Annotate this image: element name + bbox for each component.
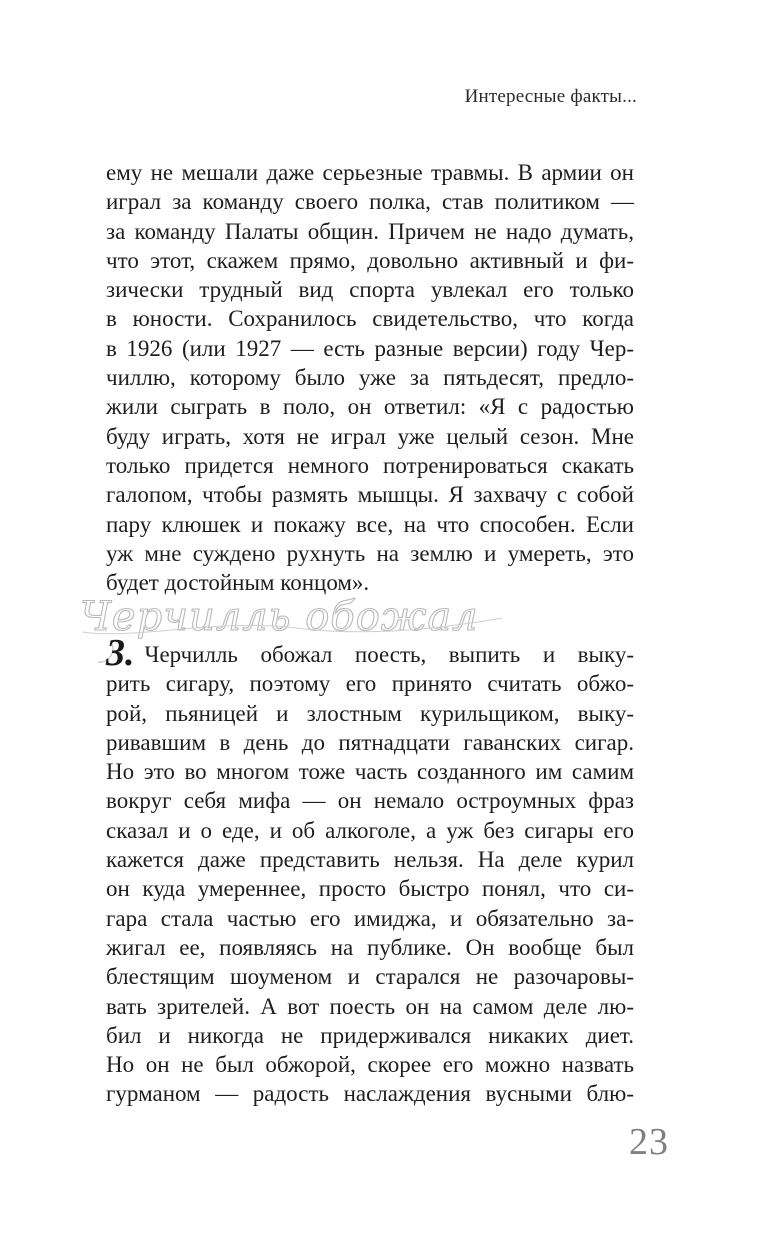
text-line: уж мне суждено рухнуть на землю и умереть, это (106, 540, 634, 566)
text-line: играл за команду своего полка, став политиком — (106, 189, 634, 215)
text-line: чиллю, которому было уже за пятьдесят, предло- (106, 365, 634, 391)
text-line: буду играть, хотя не играл уже целый сезон. Мне (106, 423, 634, 449)
text-line: гара стала частью его имиджа, и обязательно за- (106, 905, 634, 931)
handwritten-note-text: Черчилль обожал (80, 594, 479, 640)
text-line: будет достойным концом». (106, 570, 370, 596)
paragraph-food (106, 632, 634, 1109)
text-line: жигал ее, появляясь на публике. Он вообще был (106, 934, 634, 960)
text-line: в 1926 (или 1927 — есть разные версии) году Чер- (106, 335, 634, 361)
text-line: вокруг себя мифа — он немало остроумных фраз (106, 788, 634, 814)
text-line: галопом, чтобы размять мышцы. Я захвачу с собой (106, 482, 634, 508)
running-header: Интересные факты... (464, 86, 637, 107)
text-line: вать зрителей. А вот поесть он на самом деле лю- (106, 993, 634, 1019)
text-line: Но он не был обжорой, скорее его можно назвать (106, 1052, 634, 1078)
text-line: Черчилль обожал поесть, выпить и выку- (144, 642, 634, 667)
text-line: что этот, скажем прямо, довольно активный и фи- (106, 247, 634, 273)
text-line: гурманом — радость наслаждения вусными блю- (106, 1081, 634, 1107)
text-line: в юности. Сохранилось свидетельство, что когда (106, 306, 634, 332)
text-line: зически трудный вид спорта увлекал его только (106, 277, 634, 303)
text-line: Но это во многом тоже часть созданного им самим (106, 759, 634, 785)
text-line: ривавшим в день до пятнадцати гаванских сигар. (106, 729, 634, 755)
text-line: только придется немного потренироваться скакать (106, 452, 634, 478)
text-line-first (106, 632, 634, 674)
text-line: пару клюшек и покажу все, на что способен. Если (106, 511, 634, 537)
page-number: 23 (629, 1121, 669, 1163)
text-line: рой, пьяницей и злостным курильщиком, выку- (106, 700, 634, 726)
text-line: блестящим шоуменом и старался не разочаровы- (106, 964, 634, 990)
paragraph-polo (106, 158, 634, 597)
text-line: жили сыграть в поло, он ответил: «Я с радостью (106, 394, 634, 420)
text-line: за команду Палаты общин. Причем не надо думать, (106, 218, 634, 244)
text-line: бил и никогда не придерживался никаких диет. (106, 1022, 634, 1048)
item-number: 3. (106, 632, 135, 674)
text-line: рить сигару, поэтому его принято считать обжо- (106, 671, 634, 697)
text-line: кажется даже представить нельзя. На деле курил (106, 847, 634, 873)
text-line: ему не мешали даже серьезные травмы. В армии он (106, 160, 634, 185)
text-line: он куда умереннее, просто быстро понял, что си- (106, 876, 634, 902)
text-line: сказал и о еде, и об алкоголе, а уж без сигары его (106, 817, 634, 843)
